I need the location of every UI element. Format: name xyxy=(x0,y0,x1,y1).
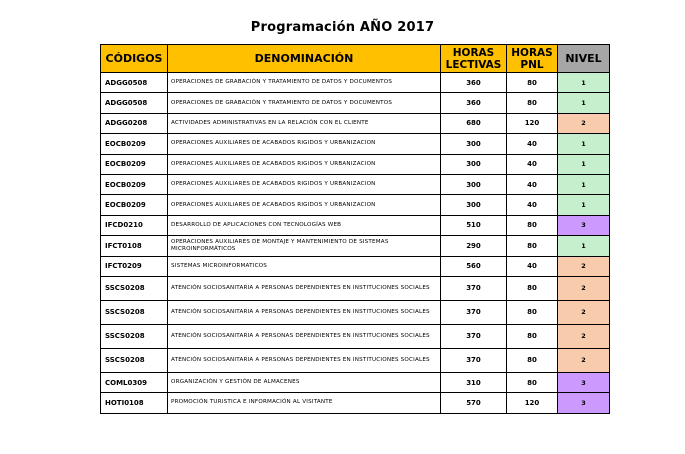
cell-nivel: 2 xyxy=(558,113,610,133)
cell-horas-lectivas: 680 xyxy=(441,113,507,133)
cell-horas-pnl: 80 xyxy=(507,348,558,372)
cell-horas-pnl: 80 xyxy=(507,276,558,300)
header-horas-lectivas-line2: LECTIVAS xyxy=(445,58,502,71)
cell-code: ADGG0208 xyxy=(101,113,168,133)
cell-code: HOTI0108 xyxy=(101,393,168,413)
page-title: Programación AÑO 2017 xyxy=(250,20,435,35)
cell-denominacion: DESARROLLO DE APLICACIONES CON TECNOLOGÍAS WEB xyxy=(168,215,441,235)
cell-horas-pnl: 120 xyxy=(507,113,558,133)
cell-horas-lectivas: 300 xyxy=(441,195,507,215)
cell-code: SSCS0208 xyxy=(101,300,168,324)
cell-horas-pnl: 40 xyxy=(507,195,558,215)
cell-horas-pnl: 80 xyxy=(507,372,558,392)
table-row xyxy=(101,393,610,413)
table-row xyxy=(101,372,610,392)
cell-code: IFCT0108 xyxy=(101,236,168,256)
cell-horas-lectivas: 300 xyxy=(441,154,507,174)
cell-horas-pnl: 80 xyxy=(507,73,558,93)
table-row xyxy=(101,134,610,154)
cell-denominacion: ACTIVIDADES ADMINISTRATIVAS EN LA RELACIÓN CON EL CLIENTE xyxy=(168,113,441,133)
header-horas-pnl xyxy=(507,45,558,73)
cell-denominacion: ATENCIÓN SOCIOSANITARIA A PERSONAS DEPENDIENTES EN INSTITUCIONES SOCIALES xyxy=(168,324,441,348)
cell-horas-lectivas: 370 xyxy=(441,348,507,372)
cell-nivel: 3 xyxy=(558,372,610,392)
cell-code: EOCB0209 xyxy=(101,174,168,194)
table-row xyxy=(101,195,610,215)
cell-code: SSCS0208 xyxy=(101,324,168,348)
cell-code: IFCT0209 xyxy=(101,256,168,276)
table-row xyxy=(101,256,610,276)
table-row xyxy=(101,113,610,133)
cell-denominacion: OPERACIONES AUXILIARES DE ACABADOS RIGIDOS Y URBANIZACION xyxy=(168,195,441,215)
cell-horas-pnl: 80 xyxy=(507,300,558,324)
cell-code: EOCB0209 xyxy=(101,134,168,154)
table-row xyxy=(101,174,610,194)
cell-denominacion: PROMOCIÓN TURISTICA E INFORMACIÓN AL VISITANTE xyxy=(168,393,441,413)
cell-denominacion: ATENCIÓN SOCIOSANITARIA A PERSONAS DEPENDIENTES EN INSTITUCIONES SOCIALES xyxy=(168,300,441,324)
cell-code: SSCS0208 xyxy=(101,348,168,372)
cell-nivel: 3 xyxy=(558,215,610,235)
table-row xyxy=(101,154,610,174)
table-row xyxy=(101,73,610,93)
header-codigos: CÓDIGOS xyxy=(101,45,168,73)
cell-nivel: 1 xyxy=(558,236,610,256)
cell-horas-lectivas: 360 xyxy=(441,93,507,113)
cell-nivel: 2 xyxy=(558,276,610,300)
cell-nivel: 1 xyxy=(558,93,610,113)
cell-horas-lectivas: 300 xyxy=(441,174,507,194)
table-row xyxy=(101,300,610,324)
cell-denominacion: OPERACIONES AUXILIARES DE ACABADOS RIGIDOS Y URBANIZACION xyxy=(168,154,441,174)
cell-horas-lectivas: 560 xyxy=(441,256,507,276)
cell-nivel: 1 xyxy=(558,174,610,194)
cell-horas-pnl: 40 xyxy=(507,154,558,174)
cell-horas-lectivas: 370 xyxy=(441,300,507,324)
table-row xyxy=(101,276,610,300)
cell-code: ADGG0508 xyxy=(101,73,168,93)
cell-nivel: 2 xyxy=(558,300,610,324)
cell-horas-pnl: 80 xyxy=(507,215,558,235)
header-horas-lectivas-line1: HORAS xyxy=(452,46,495,59)
table-row xyxy=(101,236,610,256)
header-horas-pnl-line1: HORAS xyxy=(511,46,553,59)
header-horas-lectivas xyxy=(441,45,507,73)
cell-denominacion: OPERACIONES DE GRABACIÓN Y TRATAMIENTO DE DATOS Y DOCUMENTOS xyxy=(168,93,441,113)
header-denominacion: DENOMINACIÓN xyxy=(168,45,441,73)
cell-horas-lectivas: 570 xyxy=(441,393,507,413)
cell-horas-pnl: 40 xyxy=(507,174,558,194)
cell-horas-pnl: 80 xyxy=(507,324,558,348)
cell-code: COML0309 xyxy=(101,372,168,392)
header-nivel: NIVEL xyxy=(558,45,610,73)
cell-nivel: 1 xyxy=(558,73,610,93)
cell-horas-pnl: 40 xyxy=(507,256,558,276)
cell-nivel: 2 xyxy=(558,348,610,372)
cell-horas-lectivas: 510 xyxy=(441,215,507,235)
cell-denominacion: ATENCIÓN SOCIOSANITARIA A PERSONAS DEPENDIENTES EN INSTITUCIONES SOCIALES xyxy=(168,276,441,300)
cell-horas-lectivas: 360 xyxy=(441,73,507,93)
cell-code: EOCB0209 xyxy=(101,154,168,174)
cell-horas-lectivas: 370 xyxy=(441,324,507,348)
cell-denominacion: ATENCIÓN SOCIOSANITARIA A PERSONAS DEPENDIENTES EN INSTITUCIONES SOCIALES xyxy=(168,348,441,372)
cell-horas-lectivas: 290 xyxy=(441,236,507,256)
cell-denominacion: ORGANIZACIÓN Y GESTIÓN DE ALMACENES xyxy=(168,372,441,392)
cell-denominacion: SISTEMAS MICROINFORMATICOS xyxy=(168,256,441,276)
cell-nivel: 3 xyxy=(558,393,610,413)
cell-nivel: 1 xyxy=(558,134,610,154)
cell-code: SSCS0208 xyxy=(101,276,168,300)
cell-denominacion: OPERACIONES DE GRABACIÓN Y TRATAMIENTO DE DATOS Y DOCUMENTOS xyxy=(168,73,441,93)
cell-denominacion: OPERACIONES AUXILIARES DE ACABADOS RIGIDOS Y URBANIZACION xyxy=(168,134,441,154)
cell-horas-lectivas: 370 xyxy=(441,276,507,300)
cell-nivel: 2 xyxy=(558,324,610,348)
cell-nivel: 1 xyxy=(558,154,610,174)
header-horas-pnl-line2: PNL xyxy=(520,58,544,71)
cell-nivel: 1 xyxy=(558,195,610,215)
cell-horas-lectivas: 310 xyxy=(441,372,507,392)
cell-code: ADGG0508 xyxy=(101,93,168,113)
cell-horas-pnl: 40 xyxy=(507,134,558,154)
table-row xyxy=(101,215,610,235)
cell-nivel: 2 xyxy=(558,256,610,276)
cell-horas-pnl: 80 xyxy=(507,93,558,113)
table-header-row xyxy=(101,45,610,73)
cell-horas-pnl: 120 xyxy=(507,393,558,413)
cell-code: EOCB0209 xyxy=(101,195,168,215)
programming-table xyxy=(100,44,610,414)
table-row xyxy=(101,324,610,348)
cell-horas-pnl: 80 xyxy=(507,236,558,256)
cell-horas-lectivas: 300 xyxy=(441,134,507,154)
cell-denominacion: OPERACIONES AUXILIARES DE MONTAJE Y MANTENIMIENTO DE SISTEMAS MICROINFORMÁTICOS xyxy=(168,236,441,256)
cell-denominacion: OPERACIONES AUXILIARES DE ACABADOS RIGIDOS Y URBANIZACION xyxy=(168,174,441,194)
cell-code: IFCD0210 xyxy=(101,215,168,235)
table-row xyxy=(101,348,610,372)
table-row xyxy=(101,93,610,113)
